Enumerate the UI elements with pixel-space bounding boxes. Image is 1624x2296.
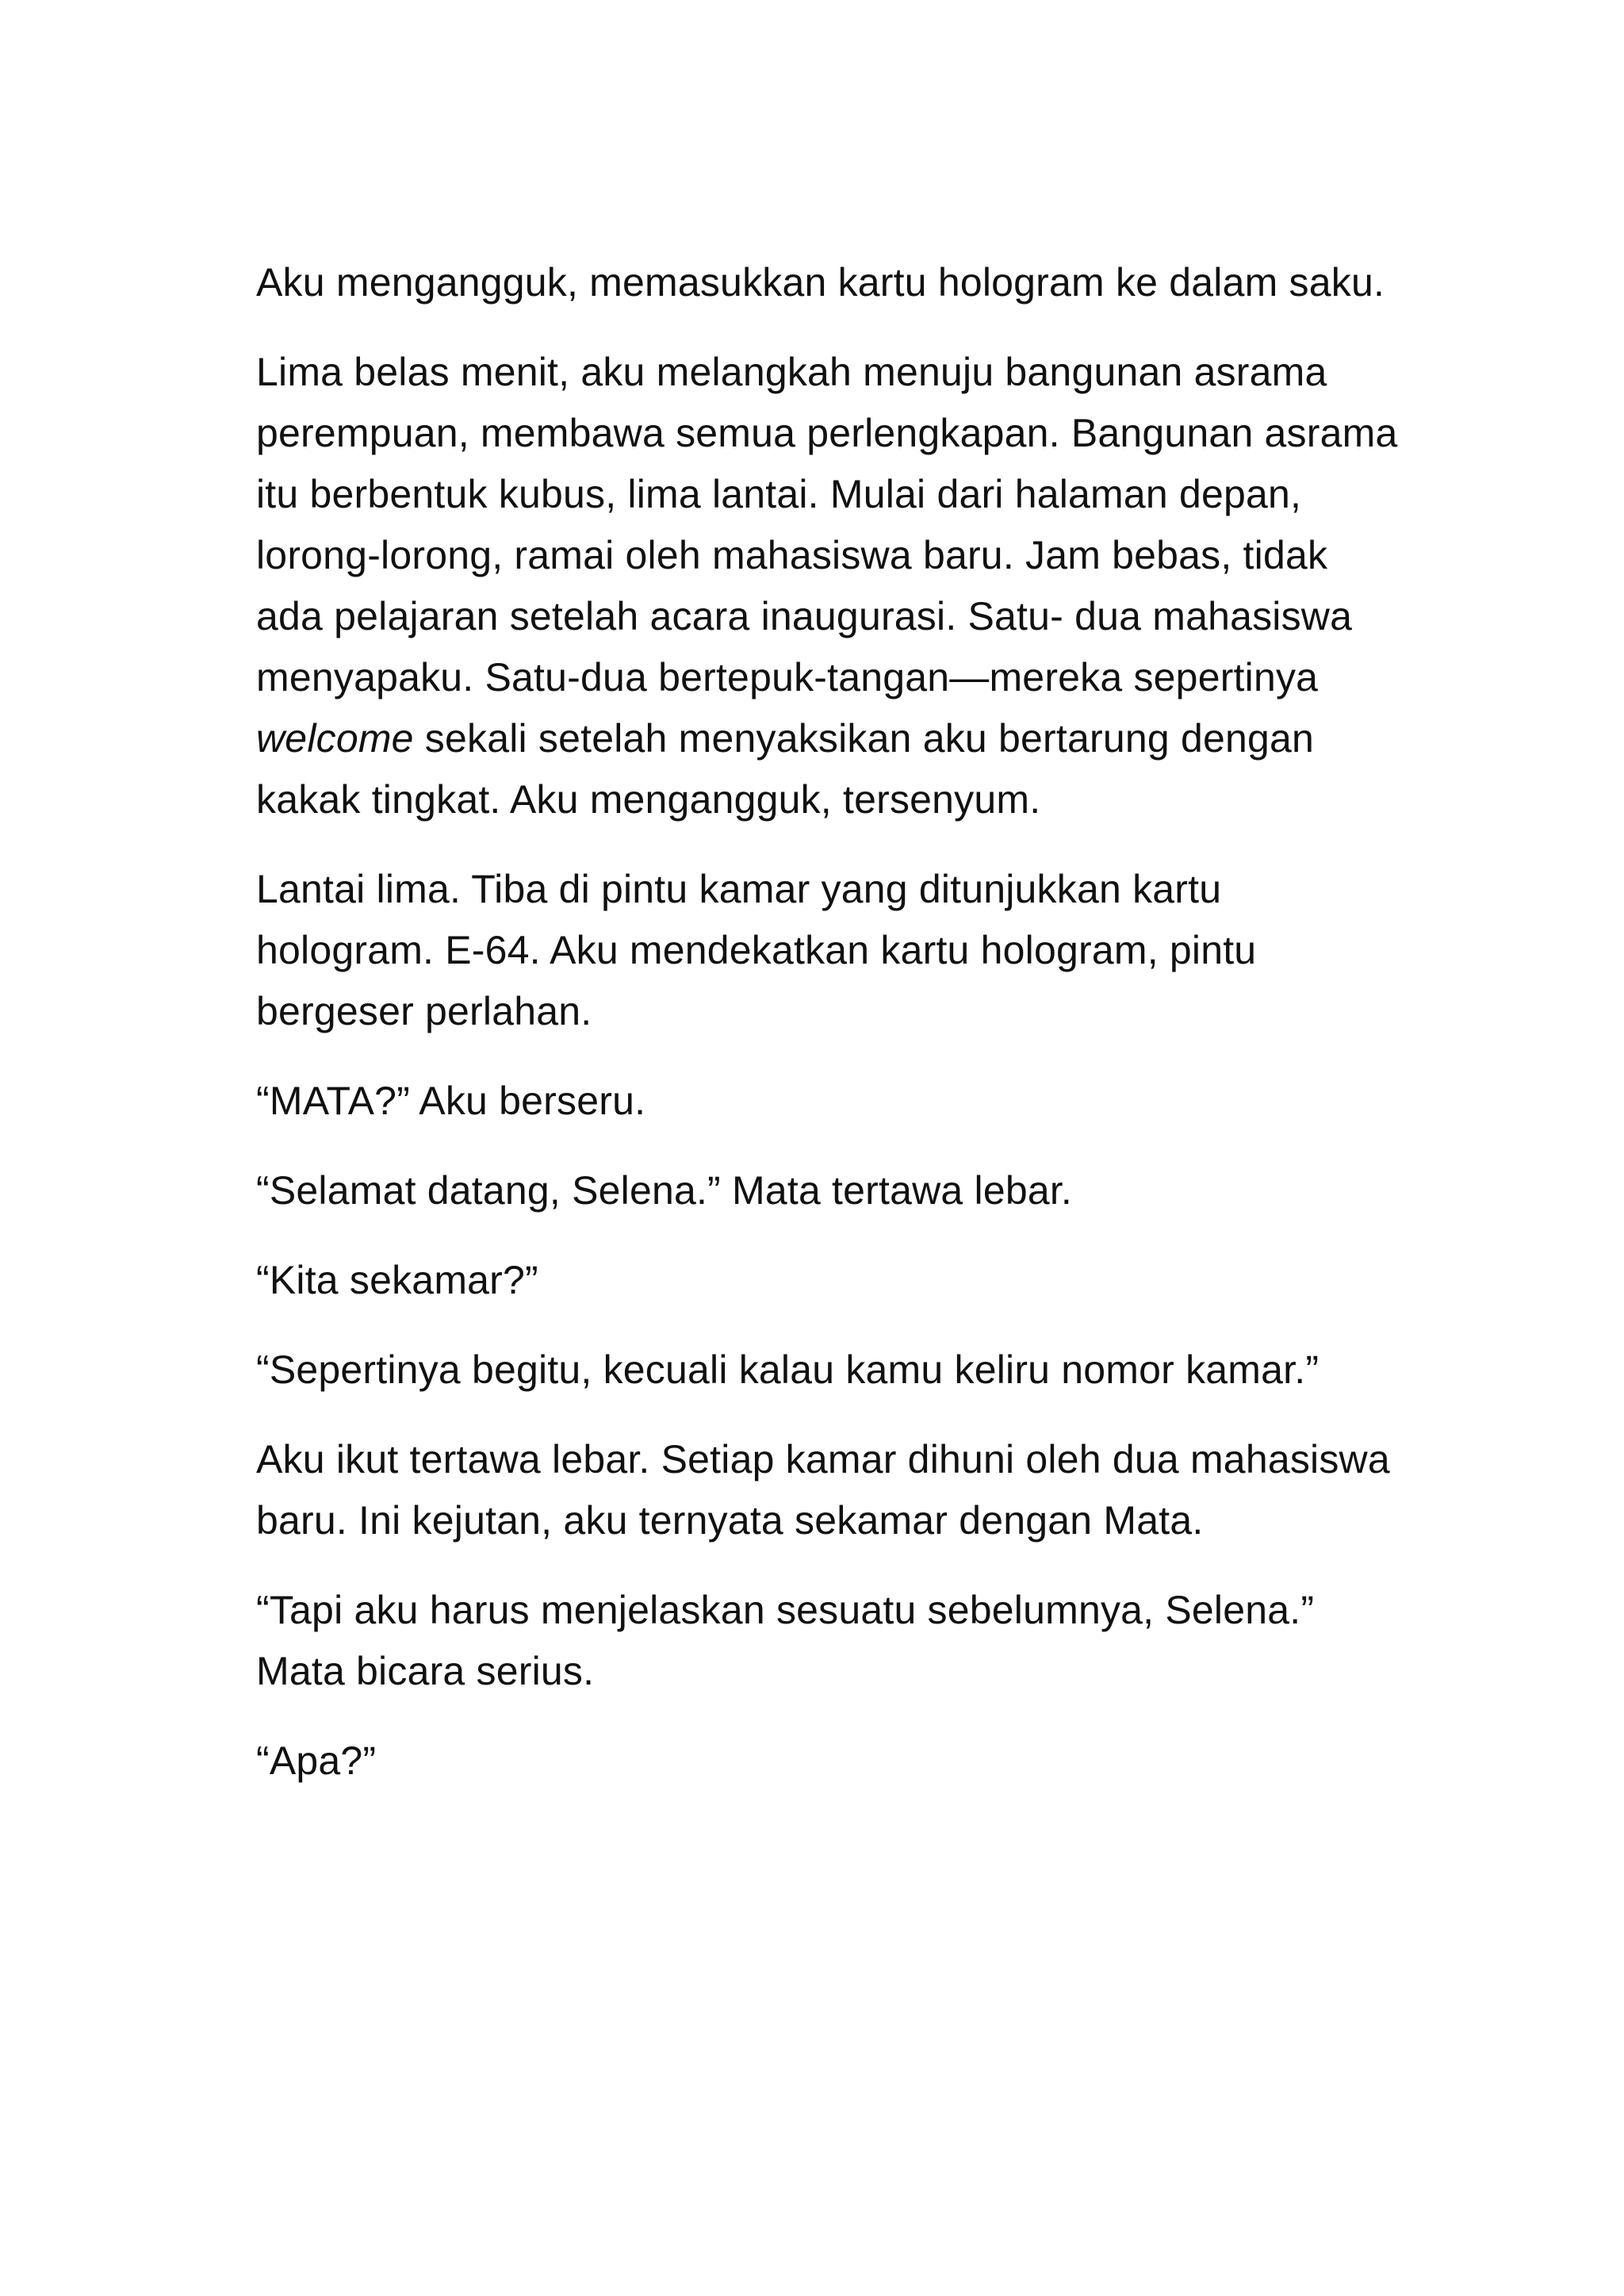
paragraph-3: Lantai lima. Tiba di pintu kamar yang ditunjukkan kartu hologram. E-64. Aku mendekatkan kartu hologram, pintu bergeser perlahan. — [256, 867, 1257, 1033]
paragraph-2 — [256, 342, 1398, 830]
paragraph-2-text-after: sekali setelah menyaksikan aku bertarung dengan kakak tingkat. Aku mengangguk, tersenyum. — [256, 716, 1315, 822]
paragraph-10: “Apa?” — [256, 1738, 377, 1783]
body-text — [256, 252, 1398, 1820]
paragraph-2-text-before: Lima belas menit, aku melangkah menuju bangunan asrama perempuan, membawa semua perlengkapan. Bangunan asrama itu berbentuk kubus, lima lantai. Mulai dari halaman depan, lorong-lorong, ramai oleh mahasiswa baru. Jam bebas, tidak ada pelajaran setelah acara inaugurasi. Satu- dua mahasiswa menyapaku. Satu-dua bertepuk-tangan—mereka sepertinya — [256, 350, 1398, 700]
paragraph-8: Aku ikut tertawa lebar. Setiap kamar dihuni oleh dua mahasiswa baru. Ini kejutan, aku ternyata sekamar dengan Mata. — [256, 1437, 1390, 1543]
paragraph-7: “Sepertinya begitu, kecuali kalau kamu keliru nomor kamar.” — [256, 1347, 1320, 1392]
paragraph-2-italic-word: welcome — [256, 716, 414, 761]
paragraph-1: Aku mengangguk, memasukkan kartu hologram ke dalam saku. — [256, 260, 1385, 305]
paragraph-9: “Tapi aku harus menjelaskan sesuatu sebelumnya, Selena.” Mata bicara serius. — [256, 1588, 1315, 1693]
paragraph-5: “Selamat datang, Selena.” Mata tertawa lebar. — [256, 1168, 1073, 1213]
paragraph-4: “MATA?” Aku berseru. — [256, 1079, 646, 1123]
paragraph-6: “Kita sekamar?” — [256, 1258, 538, 1302]
